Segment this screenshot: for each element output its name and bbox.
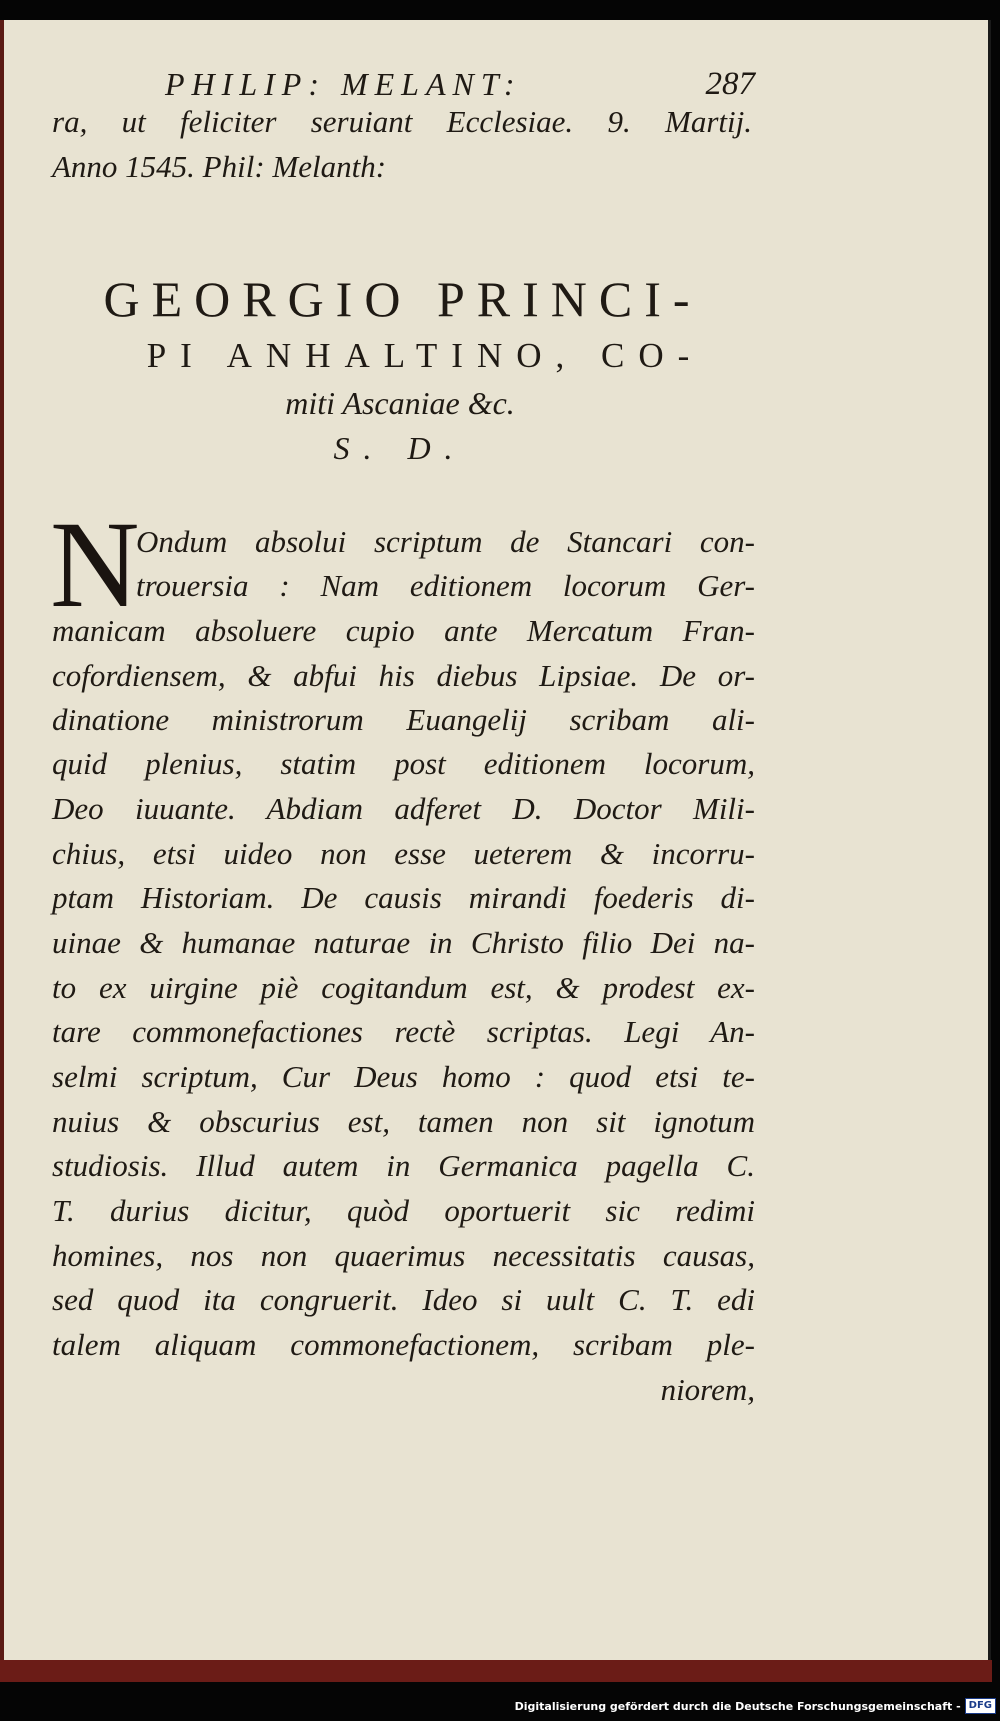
letter-line: T. durius dicitur, quòd oportuerit sic redimi — [52, 1193, 755, 1228]
letter-line: quid plenius, statim post editionem locorum, — [52, 746, 755, 781]
letter-line: homines, nos non quaerimus necessitatis causas, — [52, 1238, 755, 1273]
letter-line: nuius & obscurius est, tamen non sit ignotum — [52, 1104, 755, 1139]
dfg-logo: DFG — [965, 1698, 996, 1714]
page-number: 287 — [705, 66, 755, 102]
credit-text: Digitalisierung gefördert durch die Deutsche Forschungsgemeinschaft - — [514, 1699, 961, 1713]
page-edge — [0, 20, 4, 1682]
letter-line: Deo iuuante. Abdiam adferet D. Doctor Mili- — [52, 791, 755, 826]
letter-line: chius, etsi uideo non esse ueterem & incorru- — [52, 836, 755, 871]
letter-line: talem aliquam commonefactionem, scribam ple- — [52, 1327, 755, 1362]
preamble-line: ra, ut feliciter seruiant Ecclesiae. 9. Martij. — [52, 104, 752, 139]
running-title: PHILIP: MELANT: — [165, 66, 522, 102]
running-head — [165, 66, 755, 106]
letter-line: Ondum absolui scriptum de Stancari con- — [136, 524, 755, 559]
letter-line: ptam Historiam. De causis mirandi foederis di- — [52, 880, 755, 915]
page-bottom-edge — [0, 1660, 992, 1682]
letter-line: tare commonefactiones rectè scriptas. Legi An- — [52, 1014, 755, 1049]
catchword: niorem, — [660, 1372, 755, 1407]
digitization-credit — [515, 1697, 996, 1715]
drop-cap: N — [50, 496, 140, 633]
heading-line-3: miti Ascaniae &c. — [285, 385, 515, 421]
letter-line: dinatione ministrorum Euangelij scribam ali- — [52, 702, 755, 737]
letter-line: uinae & humanae naturae in Christo filio Dei na- — [52, 925, 755, 960]
letter-line: to ex uirgine piè cogitandum est, & prodest ex- — [52, 970, 755, 1005]
heading-line-2: PI ANHALTINO, CO- — [146, 336, 704, 375]
letter-line: studiosis. Illud autem in Germanica pagella C. — [52, 1148, 755, 1183]
letter-line: trouersia : Nam editionem locorum Ger- — [136, 568, 755, 603]
preamble-line: Anno 1545. Phil: Melanth: — [52, 149, 387, 184]
letter-line: sed quod ita congruerit. Ideo si uult C. T. edi — [52, 1282, 755, 1317]
letter-line: selmi scriptum, Cur Deus homo : quod etsi te- — [52, 1059, 755, 1094]
letter-line: cofordiensem, & abfui his diebus Lipsiae. De or- — [52, 658, 755, 693]
letter-line: manicam absoluere cupio ante Mercatum Fran- — [52, 613, 755, 648]
heading-salutation: S. D. — [333, 430, 467, 466]
heading-line-1: GEORGIO PRINCI- — [103, 271, 702, 327]
